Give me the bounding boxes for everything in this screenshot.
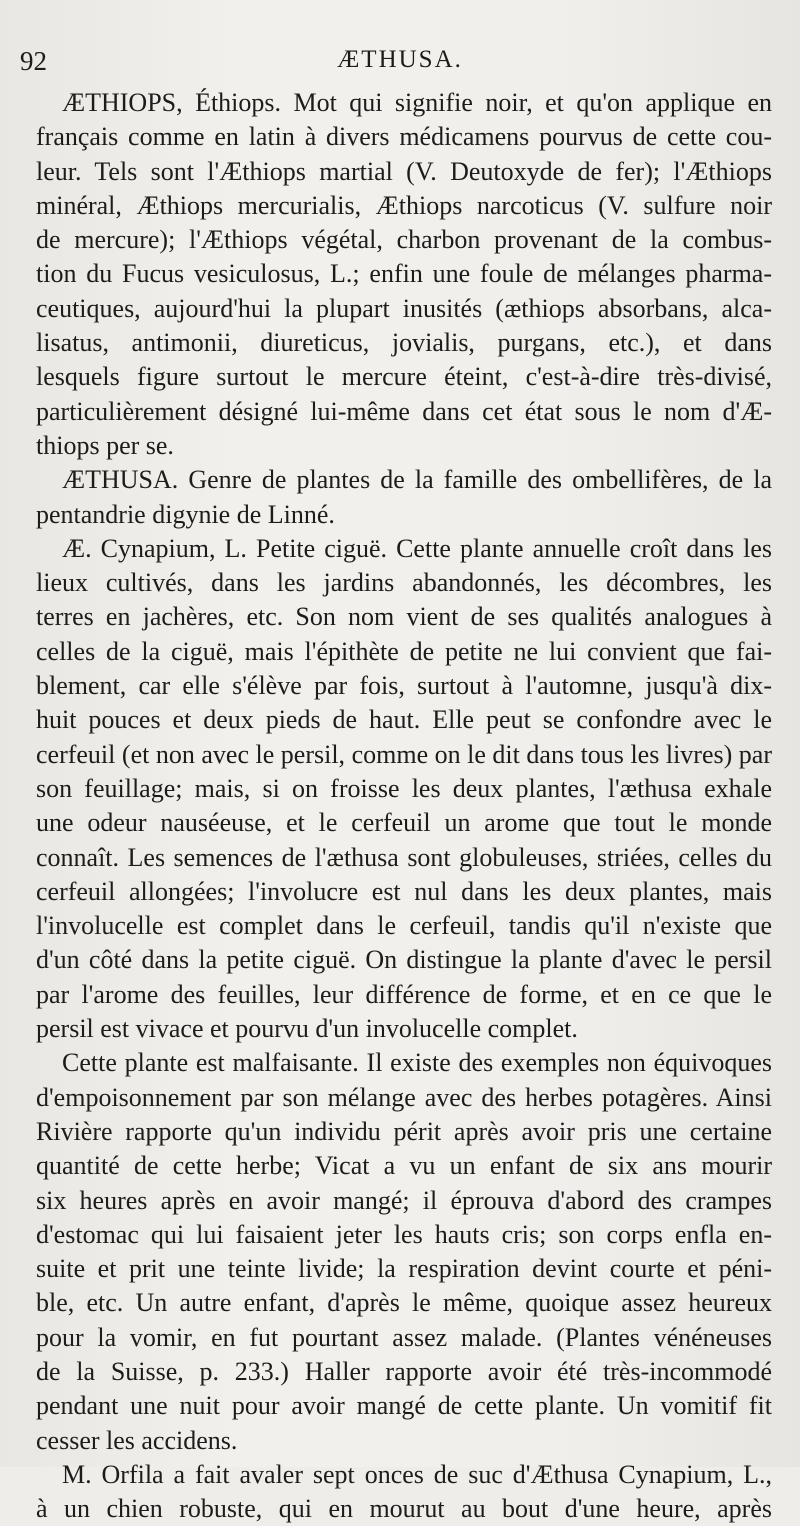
text-line: pentandrie digynie de Linné.: [36, 499, 335, 529]
text-line: ÆTHIOPS, Éthiops. Mot qui signifie noir, et qu'on applique en: [62, 88, 772, 117]
text-line: six heures après en avoir mangé; il éprouva d'abord des crampes: [36, 1185, 772, 1215]
text-line: cerfeuil (et non avec le persil, comme on le dit dans tous les livres) par: [36, 739, 772, 769]
text-line: de mercure); l'Æthiops végétal, charbon provenant de la combus-: [36, 225, 772, 255]
text-line: d'un côté dans la petite ciguë. On distingue la plante d'avec le persil: [36, 945, 772, 975]
page-number: 92: [20, 46, 47, 76]
text-line: huit pouces et deux pieds de haut. Elle peut se confondre avec le: [36, 705, 772, 735]
text-line: son feuillage; mais, si on froisse les deux plantes, l'æthusa exhale: [36, 773, 772, 803]
text-line: lisatus, antimonii, diureticus, jovialis, purgans, etc.), et dans: [36, 328, 772, 358]
text-line: pour la vomir, en fut pourtant assez malade. (Plantes vénéneuses: [36, 1322, 772, 1352]
text-line: ceutiques, aujourd'hui la plupart inusités (æthiops absorbans, alca-: [36, 293, 772, 323]
text-line: leur. Tels sont l'Æthiops martial (V. Deutoxyde de fer); l'Æthiops: [36, 156, 772, 186]
text-line: français comme en latin à divers médicamens pourvus de cette cou-: [36, 122, 772, 152]
text-line: Rivière rapporte qu'un individu périt après avoir pris une certaine: [36, 1116, 772, 1146]
text-line: minéral, Æthiops mercurialis, Æthiops narcoticus (V. sulfure noir: [36, 190, 772, 220]
text-line: d'estomac qui lui faisaient jeter les hauts cris; son corps enfla en-: [36, 1219, 772, 1249]
text-line: suite et prit une teinte livide; la respiration devint courte et péni-: [36, 1254, 772, 1284]
text-line: cerfeuil allongées; l'involucre est nul dans les deux plantes, mais: [36, 876, 772, 906]
text-line: Æ. Cynapium, L. Petite ciguë. Cette plante annuelle croît dans les: [62, 533, 772, 563]
text-line: blement, car elle s'élève par fois, surtout à l'automne, jusqu'à dix-: [36, 671, 772, 701]
body-text: [36, 86, 772, 1526]
text-line: par l'arome des feuilles, leur différence de forme, et en ce que le: [36, 979, 772, 1009]
text-line: persil est vivace et pourvu d'un involucelle complet.: [36, 1014, 578, 1044]
text-line: à un chien robuste, qui en mourut au bout d'une heure, après: [36, 1494, 772, 1524]
text-line: ble, etc. Un autre enfant, d'après le même, quoique assez heureux: [36, 1288, 772, 1318]
text-line: ÆTHUSA. Genre de plantes de la famille des ombellifères, de la: [62, 465, 772, 495]
text-line: d'empoisonnement par son mélange avec des herbes potagères. Ainsi: [36, 1082, 772, 1112]
text-line: une odeur nauséeuse, et le cerfeuil un arome que tout le monde: [36, 808, 772, 838]
text-line: thiops per se.: [36, 430, 174, 460]
text-line: particulièrement désigné lui-même dans cet état sous le nom d'Æ-: [36, 396, 772, 426]
text-line: lesquels figure surtout le mercure éteint, c'est-à-dire très-divisé,: [36, 362, 772, 392]
text-line: M. Orfila a fait avaler sept onces de suc d'Æthusa Cynapium, L.,: [62, 1459, 772, 1489]
text-line: terres en jachères, etc. Son nom vient de ses qualités analogues à: [36, 602, 772, 632]
text-line: cesser les accidens.: [36, 1425, 238, 1455]
running-head: ÆTHUSA.: [337, 46, 463, 73]
text-line: pendant une nuit pour avoir mangé de cette plante. Un vomitif fit: [36, 1391, 772, 1421]
text-line: l'involucelle est complet dans le cerfeuil, tandis qu'il n'existe que: [36, 911, 772, 941]
text-line: tion du Fucus vesiculosus, L.; enfin une foule de mélanges pharma-: [36, 259, 772, 289]
text-line: Cette plante est malfaisante. Il existe des exemples non équivoques: [62, 1048, 772, 1078]
text-line: quantité de cette herbe; Vicat a vu un enfant de six ans mourir: [36, 1151, 772, 1181]
text-line: connaît. Les semences de l'æthusa sont globuleuses, striées, celles du: [36, 842, 772, 872]
text-line: celles de la ciguë, mais l'épithète de petite ne lui convient que fai-: [36, 636, 772, 666]
text-line: lieux cultivés, dans les jardins abandonnés, les décombres, les: [36, 568, 772, 598]
text-line: de la Suisse, p. 233.) Haller rapporte avoir été très-incommodé: [36, 1356, 772, 1386]
